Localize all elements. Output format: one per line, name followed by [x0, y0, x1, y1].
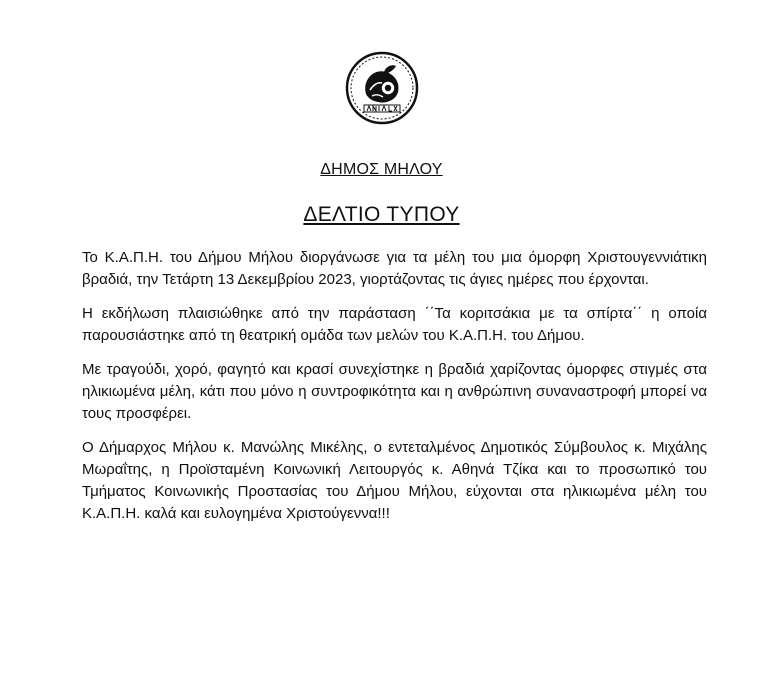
paragraph: Με τραγούδι, χορό, φαγητό και κρασί συνεχίστηκε η βραδιά χαρίζοντας όμορφες στιγμές στα ηλικιωμένα μέλη, κάτι που μόνο η συντροφικότητα και η ανθρώπινη συναναστροφή μπορεί να τους προσφέρει. [82, 361, 707, 422]
paragraph: Ο Δήμαρχος Μήλου κ. Μανώλης Μικέλης, ο εντεταλμένος Δημοτικός Σύμβουλος κ. Μιχάλης Μωραΐτης, η Προϊσταμένη Κοινωνική Λειτουργός κ. Αθηνά Τζίκα και το προσωπικό του Τμήματος Κοινωνικής Προστασίας του Δήμου Μήλου, εύχονται στα ηλικιωμένα μέλη του Κ.Α.Π.Η. καλά και ευλογημένα Χριστούγεννα!!! [82, 439, 707, 522]
municipal-seal-logo [344, 50, 420, 126]
document-title: ΔΕΛΤΙΟ ΤΥΠΟΥ [303, 203, 460, 226]
paragraph: Η εκδήλωση πλαισιώθηκε από την παράσταση ΄΄Τα κοριτσάκια με τα σπίρτα΄΄ η οποία παρουσιάστηκε από τη θεατρική ομάδα των μελών του Κ.Α.Π.Η. του Δήμου. [82, 305, 707, 344]
paragraph: Το Κ.Α.Π.Η. του Δήμου Μήλου διοργάνωσε για τα μέλη του μια όμορφη Χριστουγεννιάτικη βραδιά, την Τετάρτη 13 Δεκεμβρίου 2023, γιορτάζοντας τις άγιες ημέρες που έρχονται. [82, 249, 707, 288]
press-release-body [82, 247, 707, 537]
organization-name: ΔΗΜΟΣ ΜΗΛΟΥ [320, 161, 443, 178]
